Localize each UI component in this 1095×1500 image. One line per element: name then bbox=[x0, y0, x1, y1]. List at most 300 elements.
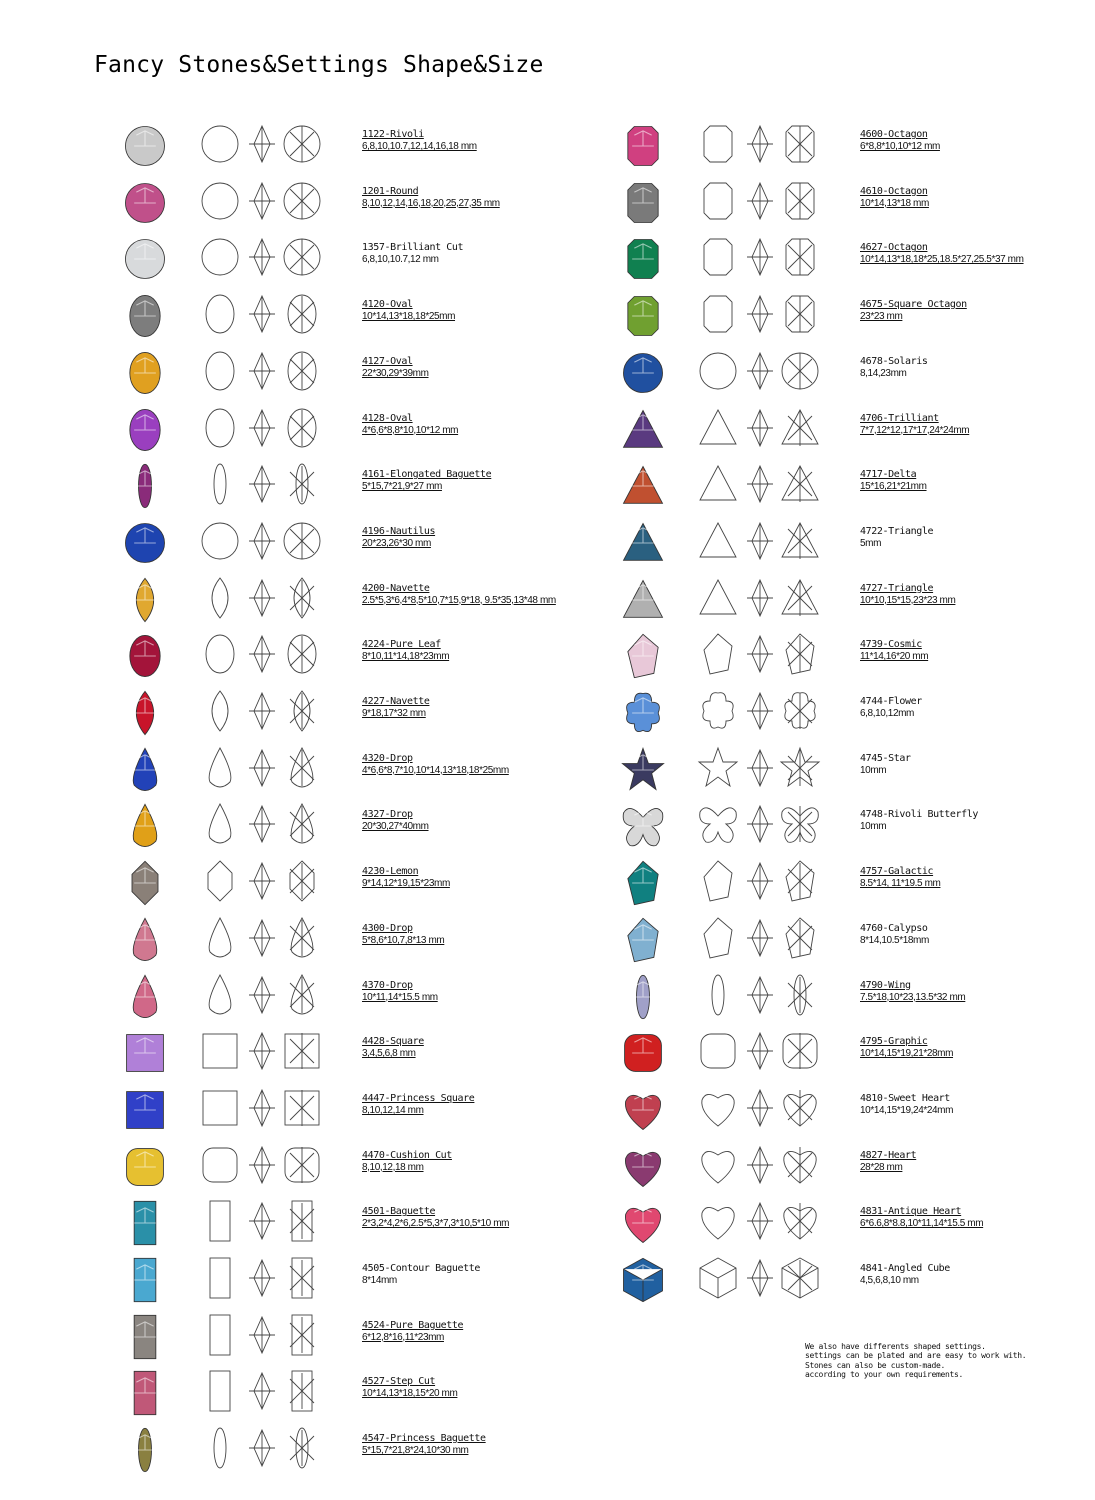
stone-sizes: 4*6,6*8,7*10,10*14,13*18,18*25mm bbox=[362, 764, 509, 776]
front-view-sketch bbox=[696, 687, 740, 735]
stone-info bbox=[860, 412, 1095, 437]
front-view-sketch bbox=[198, 1424, 242, 1472]
stone-info bbox=[860, 695, 1095, 720]
stone-info bbox=[860, 185, 1095, 210]
side-view-sketch bbox=[738, 290, 782, 338]
stone-sizes: 4,5,6,8,10 mm bbox=[860, 1275, 919, 1286]
side-view-sketch bbox=[240, 1197, 284, 1245]
stone-name: 4722-Triangle bbox=[860, 525, 934, 537]
stone-row bbox=[118, 796, 638, 852]
stone-sizes: 9*14,12*19,15*23mm bbox=[362, 878, 450, 890]
back-view-sketch bbox=[280, 1027, 324, 1075]
stone-name: 4428-Square bbox=[362, 1036, 424, 1048]
front-view-sketch bbox=[198, 1311, 242, 1359]
front-view-sketch bbox=[198, 517, 242, 565]
front-view-sketch bbox=[198, 744, 242, 792]
stone-info bbox=[362, 1149, 642, 1174]
stone-photo bbox=[118, 347, 172, 399]
stone-name: 4320-Drop bbox=[362, 752, 413, 764]
stone-row bbox=[616, 1193, 1095, 1249]
stone-photo bbox=[616, 914, 670, 966]
stone-info bbox=[362, 808, 642, 833]
stone-sizes: 9*18,17*32 mm bbox=[362, 708, 426, 719]
front-view-sketch bbox=[198, 800, 242, 848]
side-view-sketch bbox=[240, 914, 284, 962]
stone-photo bbox=[616, 687, 670, 739]
stone-info bbox=[860, 525, 1095, 550]
stone-sizes: 6*6.6,8*8.8,10*11,14*15.5 mm bbox=[860, 1218, 984, 1230]
stone-photo bbox=[118, 574, 172, 626]
back-view-sketch bbox=[778, 1197, 822, 1245]
stone-name: 4745-Star bbox=[860, 752, 911, 764]
stone-info bbox=[362, 638, 642, 663]
side-view-sketch bbox=[240, 233, 284, 281]
back-view-sketch bbox=[778, 574, 822, 622]
stone-sizes: 6*12,8*16,11*23mm bbox=[362, 1331, 444, 1343]
stone-row bbox=[616, 286, 1095, 342]
side-view-sketch bbox=[738, 1197, 782, 1245]
stone-info bbox=[362, 412, 642, 437]
side-view-sketch bbox=[738, 1254, 782, 1302]
stone-row bbox=[118, 910, 638, 966]
front-view-sketch bbox=[198, 347, 242, 395]
side-view-sketch bbox=[240, 347, 284, 395]
stone-name: 4678-Solaris bbox=[860, 355, 928, 367]
side-view-sketch bbox=[240, 177, 284, 225]
side-view-sketch bbox=[738, 744, 782, 792]
stone-photo bbox=[118, 857, 172, 909]
stone-name: 4706-Trilliant bbox=[860, 412, 939, 424]
side-view-sketch bbox=[240, 1027, 284, 1075]
stone-photo bbox=[118, 630, 172, 682]
stone-info bbox=[362, 1092, 642, 1117]
stone-name: 4224-Pure Leaf bbox=[362, 639, 441, 651]
stone-info bbox=[362, 298, 642, 323]
front-view-sketch bbox=[198, 914, 242, 962]
front-view-sketch bbox=[198, 404, 242, 452]
stone-info bbox=[362, 185, 642, 210]
side-view-sketch bbox=[240, 857, 284, 905]
side-view-sketch bbox=[738, 404, 782, 452]
back-view-sketch bbox=[280, 1141, 324, 1189]
back-view-sketch bbox=[280, 290, 324, 338]
front-view-sketch bbox=[696, 914, 740, 962]
stone-sizes: 8,10,12,14,16,18,20,25,27,35 mm bbox=[362, 197, 500, 209]
stone-row bbox=[118, 1363, 638, 1419]
stone-name: 4300-Drop bbox=[362, 922, 413, 934]
stone-row bbox=[616, 513, 1095, 569]
stone-photo bbox=[616, 744, 670, 796]
front-view-sketch bbox=[198, 233, 242, 281]
side-view-sketch bbox=[240, 1367, 284, 1415]
front-view-sketch bbox=[198, 290, 242, 338]
stone-name: 4370-Drop bbox=[362, 979, 413, 991]
stone-sizes: 8*10,11*14,18*23mm bbox=[362, 651, 450, 663]
stone-info bbox=[362, 582, 642, 607]
back-view-sketch bbox=[778, 460, 822, 508]
stone-name: 4501-Baguette bbox=[362, 1206, 436, 1218]
side-view-sketch bbox=[240, 800, 284, 848]
stone-row bbox=[118, 173, 638, 229]
stone-name: 4795-Graphic bbox=[860, 1036, 928, 1048]
stone-info bbox=[362, 128, 642, 153]
back-view-sketch bbox=[280, 404, 324, 452]
stone-sizes: 2*3,2*4,2*6,2.5*5,3*7,3*10,5*10 mm bbox=[362, 1218, 510, 1230]
stone-row bbox=[118, 513, 638, 569]
stone-photo bbox=[616, 630, 670, 682]
stone-row bbox=[616, 1080, 1095, 1136]
side-view-sketch bbox=[240, 290, 284, 338]
front-view-sketch bbox=[198, 1141, 242, 1189]
stone-photo bbox=[118, 517, 172, 569]
stone-name: 4196-Nautilus bbox=[362, 525, 436, 537]
stone-sizes: 10mm bbox=[860, 764, 887, 776]
stone-sizes: 20*30,27*40mm bbox=[362, 821, 429, 833]
stone-info bbox=[362, 1205, 642, 1230]
stone-sizes: 6,8,10,12mm bbox=[860, 708, 914, 719]
front-view-sketch bbox=[696, 347, 740, 395]
side-view-sketch bbox=[240, 744, 284, 792]
stone-sizes: 10mm bbox=[860, 821, 887, 833]
stone-name: 1357-Brilliant Cut bbox=[362, 242, 464, 254]
stone-info bbox=[362, 752, 642, 777]
side-view-sketch bbox=[738, 971, 782, 1019]
stone-row bbox=[118, 626, 638, 682]
stone-name: 4757-Galactic bbox=[860, 866, 934, 878]
stone-sizes: 7*7,12*12,17*17,24*24mm bbox=[860, 424, 970, 436]
stone-name: 4447-Princess Square bbox=[362, 1092, 475, 1104]
side-view-sketch bbox=[240, 1084, 284, 1132]
stone-sizes: 11*14,16*20 mm bbox=[860, 651, 929, 663]
back-view-sketch bbox=[778, 1254, 822, 1302]
stone-name: 4200-Navette bbox=[362, 582, 430, 594]
stone-sizes: 10*10,15*15,23*23 mm bbox=[860, 594, 956, 606]
stone-info bbox=[860, 298, 1095, 323]
stone-name: 4675-Square Octagon bbox=[860, 299, 967, 311]
side-view-sketch bbox=[240, 687, 284, 735]
stone-sizes: 6,8,10,10.7,12 mm bbox=[362, 254, 439, 266]
front-view-sketch bbox=[696, 630, 740, 678]
stone-photo bbox=[118, 1141, 172, 1193]
stone-photo bbox=[118, 1311, 172, 1363]
side-view-sketch bbox=[738, 347, 782, 395]
back-view-sketch bbox=[778, 517, 822, 565]
back-view-sketch bbox=[778, 177, 822, 225]
stone-info bbox=[860, 979, 1095, 1004]
stone-row bbox=[616, 683, 1095, 739]
stone-info bbox=[362, 1319, 642, 1344]
stone-row bbox=[616, 796, 1095, 852]
stone-photo bbox=[118, 800, 172, 852]
back-view-sketch bbox=[778, 687, 822, 735]
front-view-sketch bbox=[696, 120, 740, 168]
stone-name: 4127-Oval bbox=[362, 355, 413, 367]
back-view-sketch bbox=[778, 857, 822, 905]
stone-photo bbox=[118, 290, 172, 342]
side-view-sketch bbox=[240, 1311, 284, 1359]
stone-row bbox=[118, 286, 638, 342]
stone-name: 4610-Octagon bbox=[860, 185, 928, 197]
stone-row bbox=[118, 116, 638, 172]
stone-info bbox=[362, 241, 642, 266]
back-view-sketch bbox=[778, 404, 822, 452]
stone-photo bbox=[616, 1254, 670, 1306]
back-view-sketch bbox=[280, 1084, 324, 1132]
stone-row bbox=[118, 343, 638, 399]
stone-row bbox=[118, 1193, 638, 1249]
stone-sizes: 6,8,10,10.7,12,14,16,18 mm bbox=[362, 141, 477, 152]
back-view-sketch bbox=[778, 347, 822, 395]
side-view-sketch bbox=[240, 1141, 284, 1189]
back-view-sketch bbox=[280, 857, 324, 905]
stone-sizes: 10*14,13*18,18*25,18.5*27,25.5*37 mm bbox=[860, 254, 1024, 266]
stone-info bbox=[362, 525, 642, 550]
side-view-sketch bbox=[738, 460, 782, 508]
stone-info bbox=[860, 1262, 1095, 1287]
back-view-sketch bbox=[778, 971, 822, 1019]
stone-info bbox=[860, 865, 1095, 890]
stone-sizes: 20*23,26*30 mm bbox=[362, 537, 431, 549]
stone-info bbox=[860, 241, 1095, 266]
side-view-sketch bbox=[738, 233, 782, 281]
stone-info bbox=[362, 355, 642, 380]
stone-photo bbox=[616, 971, 670, 1023]
side-view-sketch bbox=[240, 971, 284, 1019]
stone-name: 4128-Oval bbox=[362, 412, 413, 424]
stone-row bbox=[118, 1250, 638, 1306]
stone-name: 4739-Cosmic bbox=[860, 639, 922, 651]
side-view-sketch bbox=[240, 1254, 284, 1302]
back-view-sketch bbox=[280, 347, 324, 395]
side-view-sketch bbox=[738, 1027, 782, 1075]
stone-photo bbox=[616, 347, 670, 399]
front-view-sketch bbox=[696, 177, 740, 225]
stone-photo bbox=[118, 233, 172, 285]
stone-sizes: 10*14,13*18 mm bbox=[860, 197, 929, 209]
front-view-sketch bbox=[696, 574, 740, 622]
stone-sizes: 15*16,21*21mm bbox=[860, 481, 927, 493]
stone-name: 1201-Round bbox=[362, 185, 419, 197]
front-view-sketch bbox=[198, 1197, 242, 1245]
stone-info bbox=[860, 1035, 1095, 1060]
back-view-sketch bbox=[778, 290, 822, 338]
stone-photo bbox=[118, 1197, 172, 1249]
side-view-sketch bbox=[240, 574, 284, 622]
stone-row bbox=[616, 570, 1095, 626]
stone-info bbox=[860, 355, 1095, 380]
stone-sizes: 5*8,6*10,7,8*13 mm bbox=[362, 934, 445, 946]
stone-name: 4600-Octagon bbox=[860, 129, 928, 140]
back-view-sketch bbox=[280, 233, 324, 281]
stone-name: 4524-Pure Baguette bbox=[362, 1319, 464, 1331]
front-view-sketch bbox=[696, 517, 740, 565]
front-view-sketch bbox=[696, 290, 740, 338]
stone-photo bbox=[118, 971, 172, 1023]
stone-row bbox=[616, 1137, 1095, 1193]
front-view-sketch bbox=[198, 1084, 242, 1132]
front-view-sketch bbox=[696, 744, 740, 792]
stone-info bbox=[860, 808, 1095, 833]
front-view-sketch bbox=[198, 1254, 242, 1302]
stone-sizes: 5*15,7*21,9*27 mm bbox=[362, 481, 442, 493]
back-view-sketch bbox=[778, 744, 822, 792]
stone-row bbox=[616, 1023, 1095, 1079]
front-view-sketch bbox=[696, 1027, 740, 1075]
stone-photo bbox=[118, 177, 172, 229]
stone-sizes: 10*14,15*19,21*28mm bbox=[860, 1048, 954, 1060]
stone-info bbox=[362, 865, 642, 890]
back-view-sketch bbox=[280, 177, 324, 225]
stone-photo bbox=[118, 687, 172, 739]
stone-photo bbox=[616, 120, 670, 172]
side-view-sketch bbox=[738, 1141, 782, 1189]
stone-photo bbox=[118, 460, 172, 512]
stone-photo bbox=[118, 1027, 172, 1079]
stone-row bbox=[118, 1137, 638, 1193]
stone-row bbox=[118, 1307, 638, 1363]
back-view-sketch bbox=[280, 744, 324, 792]
front-view-sketch bbox=[198, 574, 242, 622]
front-view-sketch bbox=[198, 1367, 242, 1415]
stone-sizes: 22*30,29*39mm bbox=[362, 367, 429, 379]
side-view-sketch bbox=[738, 630, 782, 678]
back-view-sketch bbox=[280, 1197, 324, 1245]
stone-row bbox=[118, 1420, 638, 1476]
stone-photo bbox=[616, 460, 670, 512]
front-view-sketch bbox=[696, 1084, 740, 1132]
side-view-sketch bbox=[240, 1424, 284, 1472]
stone-photo bbox=[616, 574, 670, 626]
front-view-sketch bbox=[696, 460, 740, 508]
stone-sizes: 10*14,13*18,18*25mm bbox=[362, 311, 456, 323]
stone-sizes: 8*14mm bbox=[362, 1275, 397, 1286]
stone-info bbox=[860, 128, 1095, 153]
stone-info bbox=[362, 1035, 642, 1060]
front-view-sketch bbox=[198, 630, 242, 678]
stone-sizes: 8.5*14, 11*19.5 mm bbox=[860, 878, 941, 890]
stone-name: 4120-Oval bbox=[362, 299, 413, 311]
stone-sizes: 6*8,8*10,10*12 mm bbox=[860, 141, 940, 152]
front-view-sketch bbox=[696, 800, 740, 848]
stone-sizes: 3,4,5,6,8 mm bbox=[362, 1048, 416, 1060]
stone-row bbox=[118, 740, 638, 796]
stone-info bbox=[362, 979, 642, 1004]
stone-row bbox=[616, 853, 1095, 909]
stone-name: 4748-Rivoli Butterfly bbox=[860, 809, 979, 821]
stone-row bbox=[616, 740, 1095, 796]
stone-info bbox=[860, 468, 1095, 493]
side-view-sketch bbox=[738, 517, 782, 565]
stone-info bbox=[362, 1375, 642, 1400]
stone-photo bbox=[616, 857, 670, 909]
stone-row bbox=[616, 229, 1095, 285]
stone-name: 4810-Sweet Heart bbox=[860, 1092, 950, 1104]
back-view-sketch bbox=[280, 517, 324, 565]
stone-name: 4790-Wing bbox=[860, 979, 911, 991]
stone-sizes: 23*23 mm bbox=[860, 311, 903, 323]
stone-name: 4831-Antique Heart bbox=[860, 1206, 962, 1218]
stone-photo bbox=[616, 290, 670, 342]
stone-info bbox=[860, 638, 1095, 663]
stone-sizes: 8,10,12,18 mm bbox=[362, 1161, 424, 1173]
stone-name: 4841-Angled Cube bbox=[860, 1263, 950, 1274]
back-view-sketch bbox=[778, 233, 822, 281]
stone-sizes: 7.5*18,10*23,13.5*32 mm bbox=[860, 991, 966, 1003]
stone-name: 4760-Calypso bbox=[860, 922, 928, 934]
side-view-sketch bbox=[240, 404, 284, 452]
stone-sizes: 5mm bbox=[860, 537, 882, 549]
stone-photo bbox=[118, 744, 172, 796]
side-view-sketch bbox=[738, 574, 782, 622]
stone-name: 4470-Cushion Cut bbox=[362, 1149, 452, 1161]
stone-row bbox=[118, 1023, 638, 1079]
back-view-sketch bbox=[280, 460, 324, 508]
stone-photo bbox=[616, 1027, 670, 1079]
settings-note: We also have differents shaped settings. settings can be plated and are easy to work with. Stones can also be custom-made. according to your own requirements. bbox=[805, 1342, 1027, 1379]
stone-sizes: 8,14,23mm bbox=[860, 367, 907, 379]
side-view-sketch bbox=[738, 914, 782, 962]
stone-name: 4327-Drop bbox=[362, 809, 413, 821]
stone-photo bbox=[118, 404, 172, 456]
back-view-sketch bbox=[280, 1424, 324, 1472]
stone-photo bbox=[118, 1367, 172, 1419]
front-view-sketch bbox=[696, 971, 740, 1019]
stone-row bbox=[616, 456, 1095, 512]
stone-sizes: 4*6,6*8,8*10,10*12 mm bbox=[362, 424, 459, 436]
stone-sizes: 28*28 mm bbox=[860, 1161, 903, 1173]
stone-sizes: 10*11,14*15.5 mm bbox=[362, 991, 438, 1003]
stone-row bbox=[118, 229, 638, 285]
stone-photo bbox=[616, 233, 670, 285]
side-view-sketch bbox=[240, 517, 284, 565]
front-view-sketch bbox=[696, 857, 740, 905]
back-view-sketch bbox=[778, 914, 822, 962]
back-view-sketch bbox=[778, 800, 822, 848]
front-view-sketch bbox=[198, 687, 242, 735]
stone-name: 4527-Step Cut bbox=[362, 1376, 436, 1388]
side-view-sketch bbox=[738, 800, 782, 848]
stone-info bbox=[362, 922, 642, 947]
back-view-sketch bbox=[280, 1367, 324, 1415]
back-view-sketch bbox=[778, 1141, 822, 1189]
back-view-sketch bbox=[280, 120, 324, 168]
front-view-sketch bbox=[696, 1197, 740, 1245]
stone-info bbox=[860, 582, 1095, 607]
stone-info bbox=[362, 1432, 642, 1457]
side-view-sketch bbox=[738, 857, 782, 905]
stone-row bbox=[616, 967, 1095, 1023]
stone-info bbox=[860, 1205, 1095, 1230]
stone-sizes: 8,10,12,14 mm bbox=[362, 1104, 424, 1116]
back-view-sketch bbox=[280, 914, 324, 962]
stone-row bbox=[616, 173, 1095, 229]
back-view-sketch bbox=[280, 574, 324, 622]
stone-photo bbox=[118, 914, 172, 966]
stone-row bbox=[118, 967, 638, 1023]
side-view-sketch bbox=[240, 120, 284, 168]
front-view-sketch bbox=[198, 971, 242, 1019]
front-view-sketch bbox=[696, 1141, 740, 1189]
stone-info bbox=[860, 752, 1095, 777]
stone-info bbox=[362, 695, 642, 720]
stone-name: 4717-Delta bbox=[860, 469, 917, 481]
stone-row bbox=[118, 570, 638, 626]
stone-name: 4547-Princess Baguette bbox=[362, 1433, 486, 1445]
side-view-sketch bbox=[240, 630, 284, 678]
front-view-sketch bbox=[198, 1027, 242, 1075]
stone-photo bbox=[616, 517, 670, 569]
front-view-sketch bbox=[696, 233, 740, 281]
